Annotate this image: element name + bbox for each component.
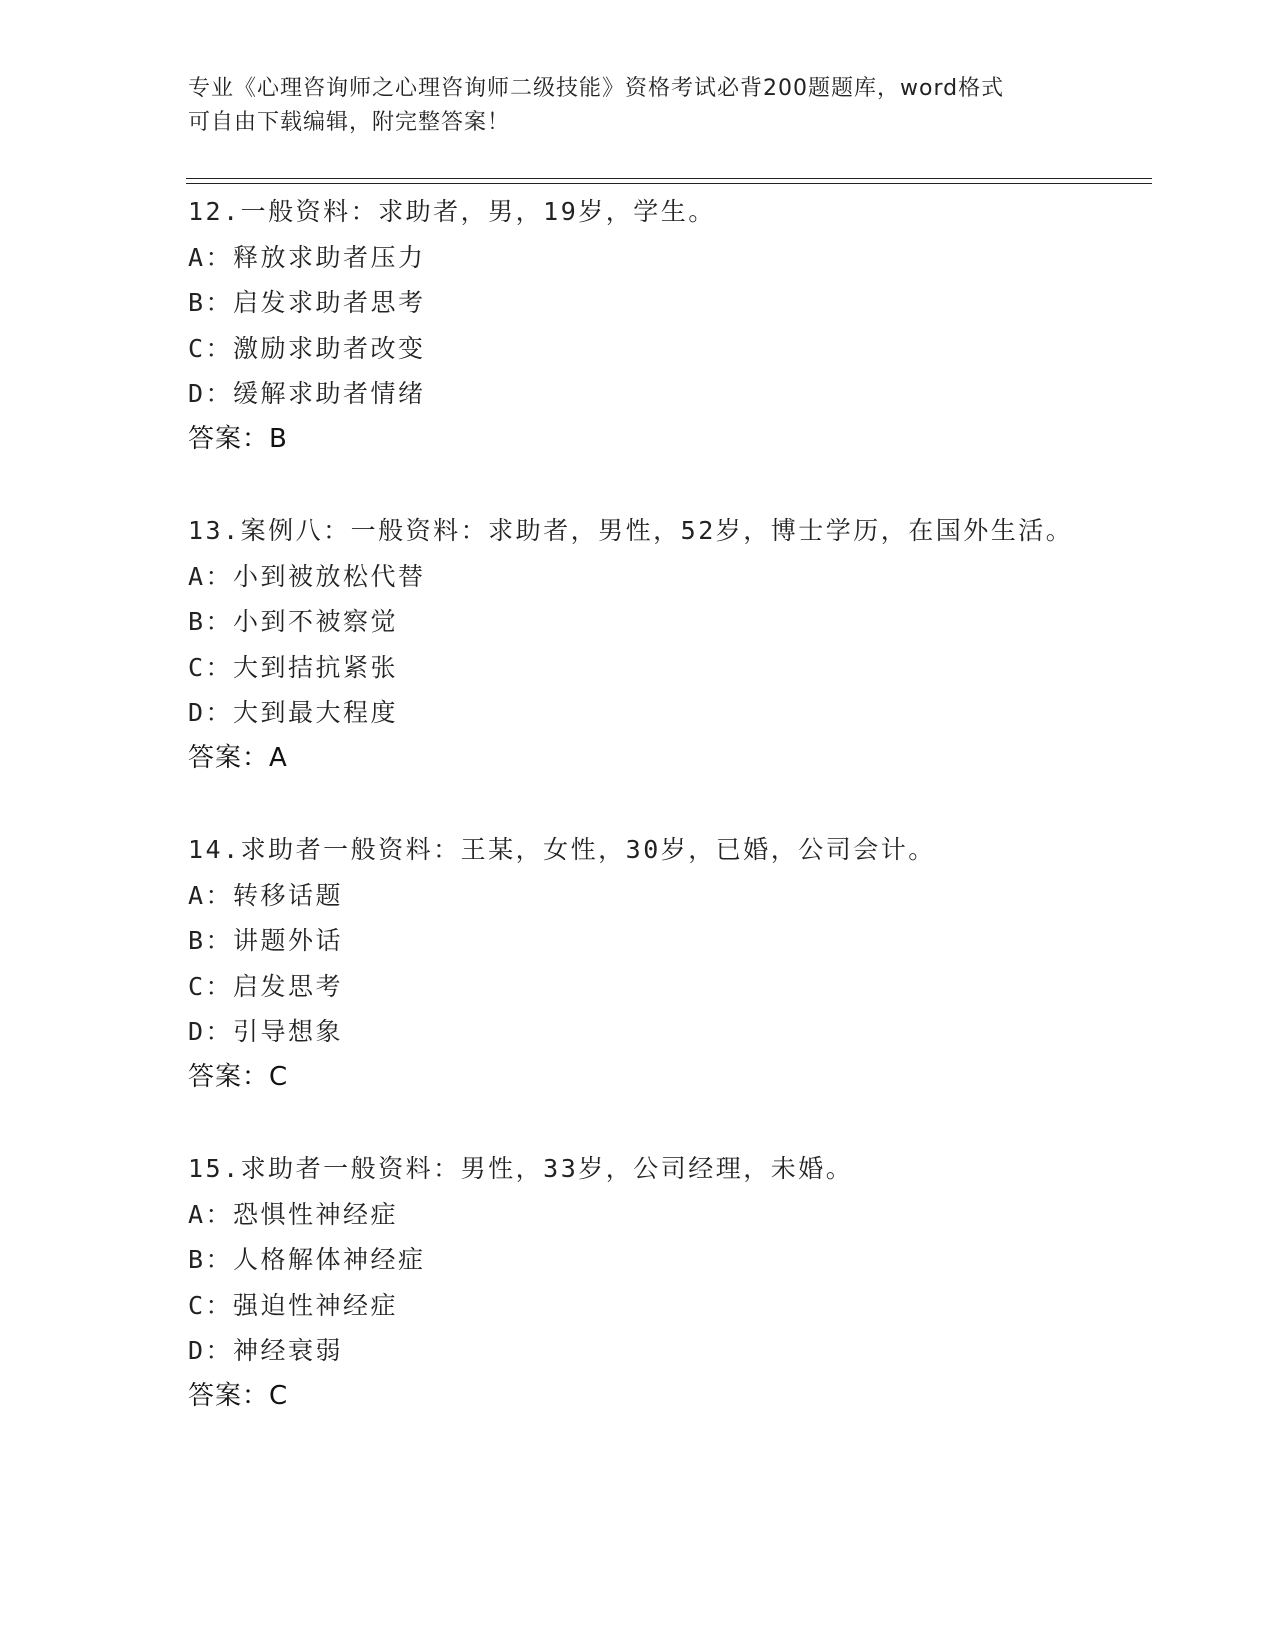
option-d: D：引导想象	[188, 1017, 344, 1046]
question-12	[188, 189, 1088, 462]
answer-label: 答案：C	[188, 1061, 289, 1092]
answer-label: 答案：C	[188, 1380, 289, 1411]
answer-label: 答案：B	[188, 423, 288, 454]
question-stem: 15.求助者一般资料：男性，33岁，公司经理，未婚。	[188, 1154, 854, 1183]
option-b: B：人格解体神经症	[188, 1245, 426, 1274]
option-c: C：启发思考	[188, 971, 344, 1001]
option-c: C：激励求助者改变	[188, 333, 426, 363]
question-stem: 13.案例八：一般资料：求助者，男性，52岁，博士学历，在国外生活。	[188, 516, 1074, 545]
option-c: C：强迫性神经症	[188, 1290, 399, 1320]
option-b: B：启发求助者思考	[188, 288, 426, 317]
document-header	[188, 72, 1088, 140]
question-13	[188, 508, 1088, 781]
option-d: D：神经衰弱	[188, 1336, 344, 1365]
question-14	[188, 827, 1088, 1100]
option-b: B：讲题外话	[188, 926, 344, 955]
option-a: A：恐惧性神经症	[188, 1199, 399, 1229]
header-title-line-2: 可自由下载编辑，附完整答案！	[188, 110, 511, 135]
header-title-line-1: 专业《心理咨询师之心理咨询师二级技能》资格考试必背200题题库，word格式	[188, 76, 1005, 101]
question-stem: 14.求助者一般资料：王某，女性，30岁，已婚，公司会计。	[188, 835, 936, 864]
answer-label: 答案：A	[188, 742, 288, 773]
option-a: A：转移话题	[188, 880, 344, 910]
header-divider-bottom	[186, 183, 1152, 184]
option-b: B：小到不被察觉	[188, 607, 399, 636]
option-d: D：大到最大程度	[188, 698, 399, 727]
header-divider-top	[186, 178, 1152, 179]
question-list	[188, 189, 1088, 1419]
option-d: D：缓解求助者情绪	[188, 379, 426, 408]
question-15	[188, 1146, 1088, 1419]
option-a: A：小到被放松代替	[188, 561, 426, 591]
option-a: A：释放求助者压力	[188, 242, 426, 272]
option-c: C：大到拮抗紧张	[188, 652, 399, 682]
question-stem: 12.一般资料：求助者，男，19岁，学生。	[188, 197, 716, 226]
